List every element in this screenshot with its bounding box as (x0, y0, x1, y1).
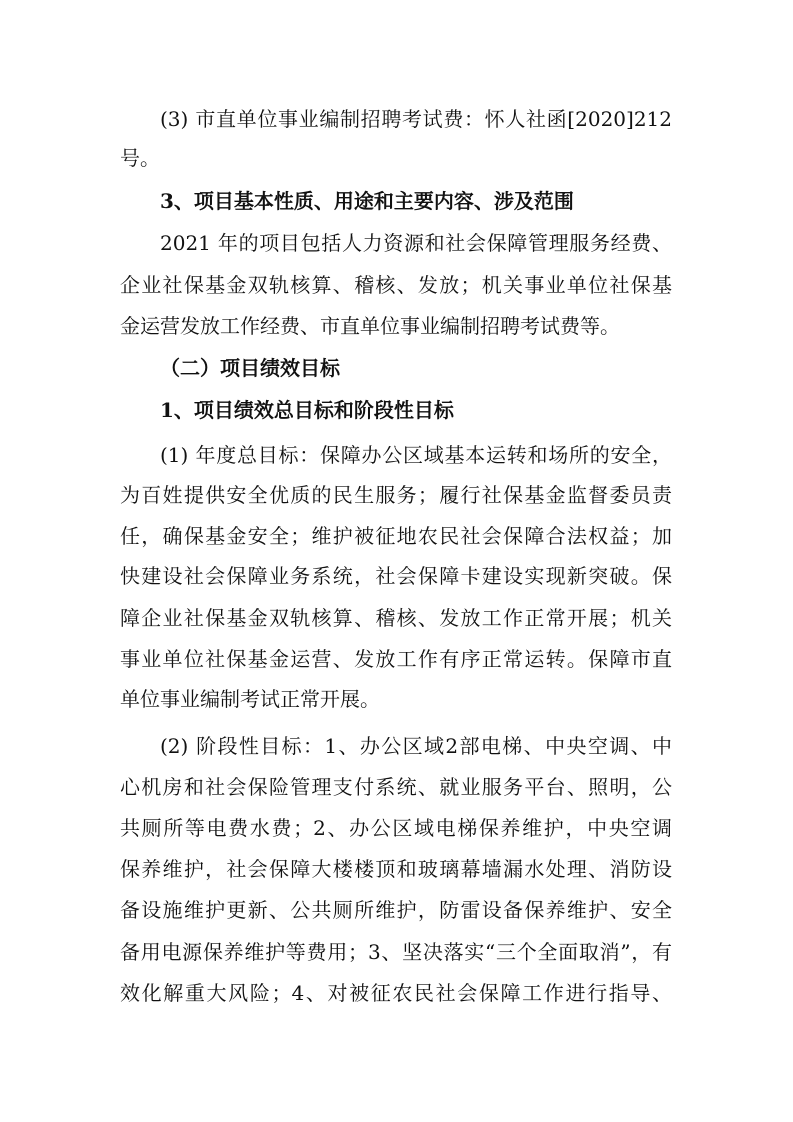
text-line-20: 备设施维护更新、公共厕所维护，防雷设备保养维护、安全 (120, 898, 672, 922)
text-line-16: (2) 阶段性目标：1、办公区域2部电梯、中央空调、中 (160, 734, 672, 758)
subsection-heading: （二）项目绩效目标 (160, 356, 340, 380)
text-line-19: 保养维护，社会保障大楼楼顶和玻璃幕墙漏水处理、消防设 (120, 857, 672, 881)
text-line-1: (3) 市直单位事业编制招聘考试费：怀人社函[2020]212 (160, 107, 672, 131)
text-line-12: 快建设社会保障业务系统，社会保障卡建设实现新突破。保 (120, 564, 672, 588)
text-line-17: 心机房和社会保险管理支付系统、就业服务平台、照明，公 (120, 775, 672, 799)
text-line-10: 为百姓提供安全优质的民生服务；履行社保基金监督委员责 (120, 483, 672, 507)
text-line-18: 共厕所等电费水费；2、办公区域电梯保养维护，中央空调 (120, 816, 672, 840)
text-line-11: 任，确保基金安全；维护被征地农民社会保障合法权益；加 (120, 524, 672, 548)
text-line-13: 障企业社保基金双轨核算、稽核、发放工作正常开展；机关 (120, 606, 672, 630)
text-line-5: 企业社保基金双轨核算、稽核、发放；机关事业单位社保基 (120, 273, 672, 297)
text-line-14: 事业单位社保基金运营、发放工作有序正常运转。保障市直 (120, 647, 672, 671)
section-heading: 3、项目基本性质、用途和主要内容、涉及范围 (160, 189, 574, 213)
text-line-2: 号。 (120, 146, 160, 170)
text-line-9: (1) 年度总目标：保障办公区域基本运转和场所的安全， (160, 443, 672, 467)
text-line-4: 2021 年的项目包括人力资源和社会保障管理服务经费、 (160, 231, 672, 255)
text-line-15: 单位事业编制考试正常开展。 (120, 687, 380, 711)
text-line-6: 金运营发放工作经费、市直单位事业编制招聘考试费等。 (120, 314, 620, 338)
text-line-22: 效化解重大风险；4、对被征农民社会保障工作进行指导、 (120, 981, 672, 1005)
text-line-21: 备用电源保养维护等费用；3、坚决落实“三个全面取消”，有 (120, 940, 672, 964)
item-heading: 1、项目绩效总目标和阶段性目标 (160, 398, 454, 422)
